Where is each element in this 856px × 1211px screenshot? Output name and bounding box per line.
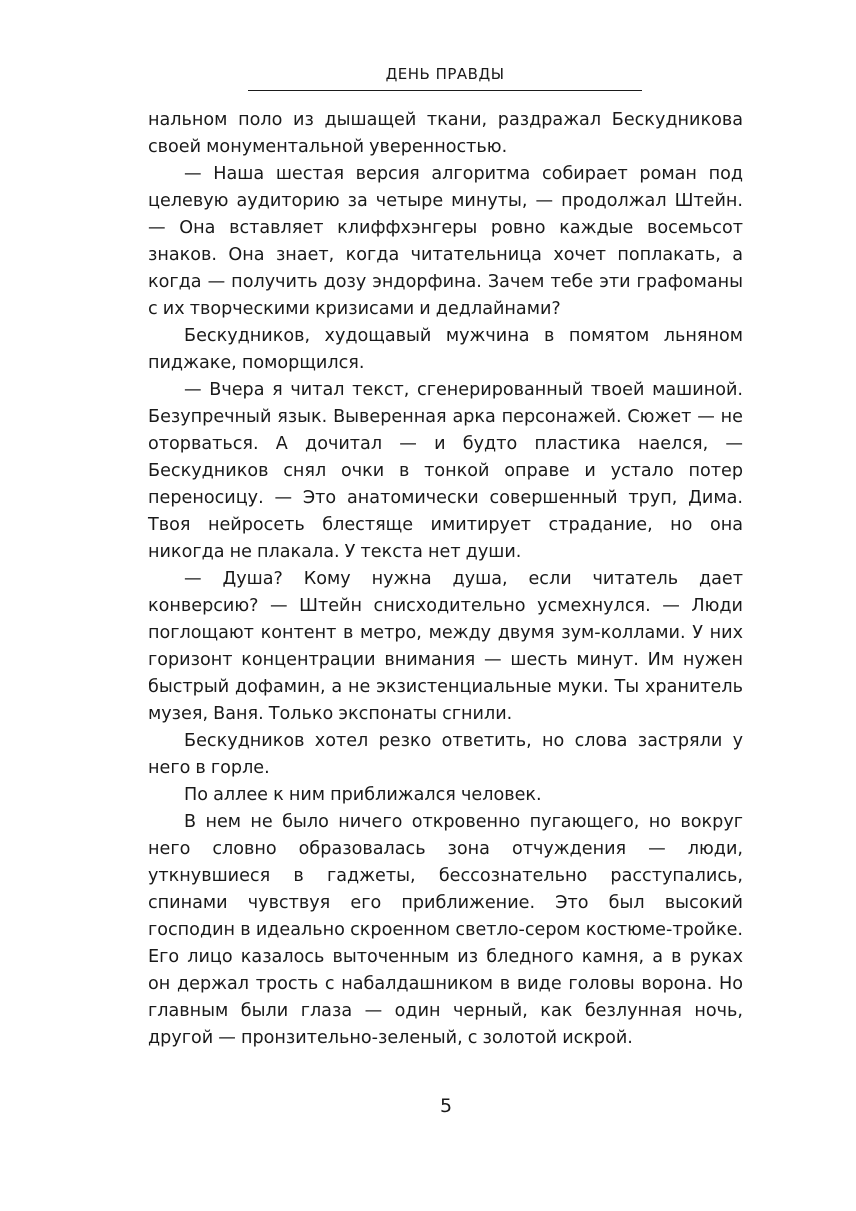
paragraph: — Душа? Кому нужна душа, если читатель дает конверсию? — Штейн снисходительно усмехнулся. — Люди поглощают контент в метро, между двумя зум-коллами. У них горизонт концентрации внимания — шесть минут. Им нужен быстрый дофамин, а не экзистенциальные муки. Ты хранитель музея, Ваня. Только экспонаты сгнили.: [148, 569, 743, 724]
paragraph-continuation: нальном поло из дышащей ткани, раздражал Бескудникова своей монументальной уверенностью.: [148, 110, 743, 157]
body-text: [148, 107, 743, 1052]
page-number: 5: [439, 1095, 453, 1117]
paragraph: Бескудников, худощавый мужчина в помятом льняном пиджаке, поморщился.: [148, 326, 743, 373]
paragraph: — Вчера я читал текст, сгенерированный твоей машиной. Безупречный язык. Выверенная арка персонажей. Сюжет — не оторваться. А дочитал — и будто пластика наелся, — Бескудников снял очки в тонкой оправе и устало потер переносицу. — Это анатомически совершенный труп, Дима. Твоя нейросеть блестяще имитирует страдание, но она никогда не плакала. У текста нет души.: [148, 380, 743, 562]
paragraph: По аллее к ним приближался человек.: [184, 785, 542, 805]
running-head-title: ДЕНЬ ПРАВДЫ: [385, 65, 505, 83]
paragraph: В нем не было ничего откровенно пугающего, но вокруг него словно образовалась зона отчуждения — люди, уткнувшиеся в гаджеты, бессознательно расступались, спинами чувствуя его приближение. Это был высокий господин в идеально скроенном светло-сером костюме-тройке. Его лицо казалось выточенным из бледного камня, а в руках он держал трость с набалдашником в виде головы ворона. Но главным были глаза — один черный, как безлунная ночь, другой — пронзительно-зеленый, с золотой искрой.: [148, 812, 743, 1048]
header-rule: [248, 90, 642, 91]
paragraph: Бескудников хотел резко ответить, но слова застряли у него в горле.: [148, 731, 743, 778]
paragraph: — Наша шестая версия алгоритма собирает роман под целевую аудиторию за четыре минуты, — продолжал Штейн. — Она вставляет клиффхэнгеры ровно каждые восемьсот знаков. Она знает, когда читательница хочет поплакать, а когда — получить дозу эндорфина. Зачем тебе эти графоманы с их творческими кризисами и дедлайнами?: [148, 164, 743, 319]
